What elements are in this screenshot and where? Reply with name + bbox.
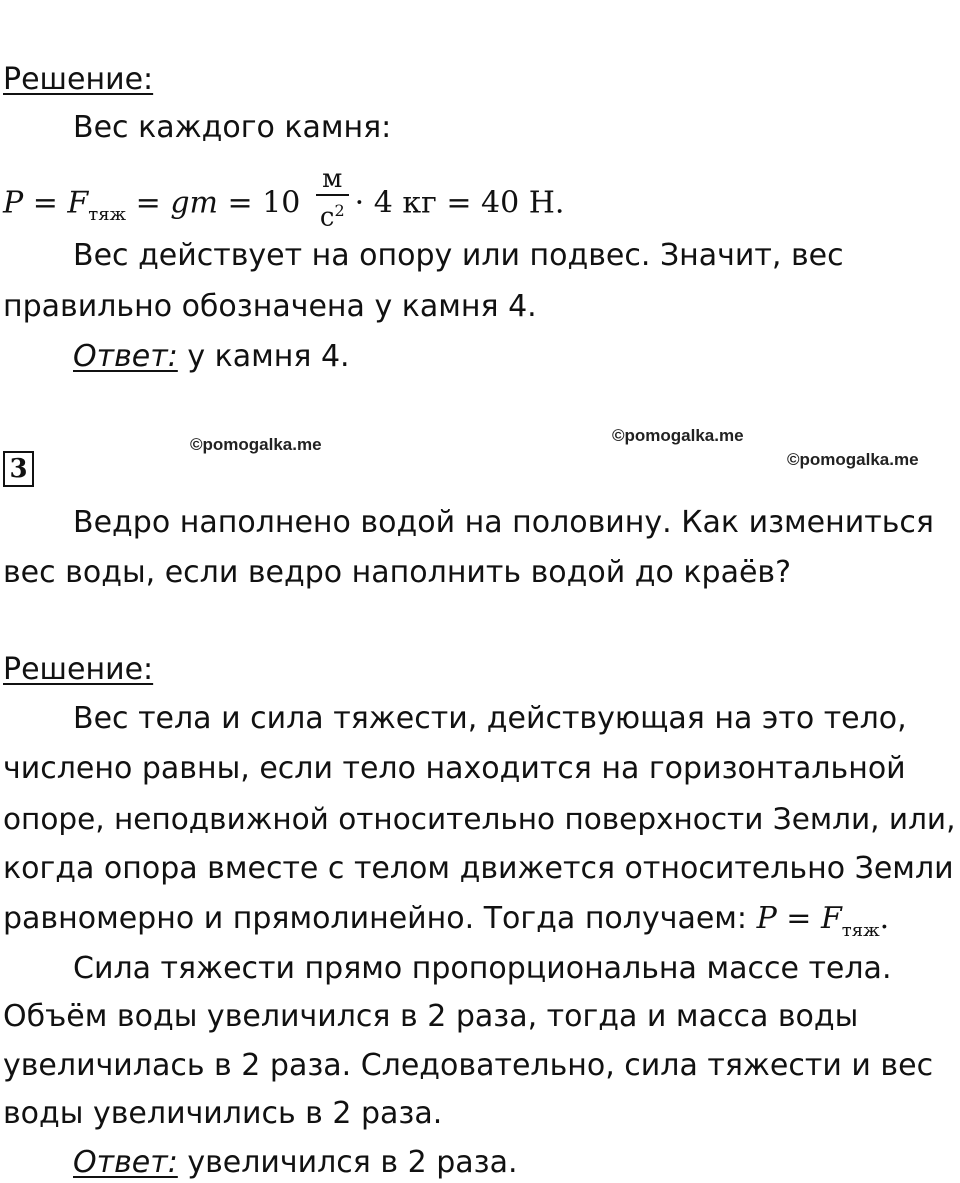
watermark: ©pomogalka.me [787,450,919,469]
formula-gm: gm [170,185,218,221]
answer-label: Ответ: [73,1145,178,1180]
solution-text-line: числено равны, если тело находится на горизонтальной [3,751,906,786]
formula-eq-10: = 10 [217,185,310,221]
solution-text-line: Сила тяжести прямо пропорциональна массе тела. [73,951,892,986]
answer-text: у камня 4. [177,339,350,374]
solution-text-line: увеличилась в 2 раза. Следовательно, сила тяжести и вес [3,1048,934,1083]
solution-heading: Решение: [3,62,154,97]
formula-fraction [316,164,349,233]
solution-text-line: правильно обозначена у камня 4. [3,289,537,324]
formula-F: F [67,185,89,221]
weight-formula [3,164,565,239]
formula-rest: · 4 кг = 40 Н. [354,185,565,221]
inline-formula: $P = F_{тяж}$. [756,901,890,941]
task-number: 3 [3,451,34,487]
answer-label: Ответ: [73,339,178,374]
answer-text: увеличился в 2 раза. [177,1145,518,1180]
solution-text-line: Вес тела и сила тяжести, действующая на это тело, [73,701,907,736]
solution-text-line: когда опора вместе с телом движется относительно Земли [3,851,954,886]
solution-text-line: равномерно и прямолинейно. Тогда получаем: $P = F_{тяж}$. [3,901,890,941]
formula-eq: = [126,185,171,221]
solution-heading: Решение: [3,652,154,687]
solution-intro: Вес каждого камня: [73,110,392,145]
task-question-line: Ведро наполнено водой на половину. Как измениться [73,505,934,540]
task-question-line: вес воды, если ведро наполнить водой до краёв? [3,555,792,590]
solution-text-line: воды увеличились в 2 раза. [3,1096,443,1131]
answer-line [73,337,350,377]
watermark: ©pomogalka.me [612,426,744,445]
fraction-numerator: м [322,164,343,194]
formula-eq: = [23,185,68,221]
fraction-denominator: $с^2$ [316,194,349,233]
formula-F-sub: тяж [88,204,127,226]
solution-text-line: опоре, неподвижной относительно поверхности Земли, или, [3,802,956,836]
formula-P: P [3,185,24,221]
watermark: ©pomogalka.me [190,435,322,454]
solution-text-line: Объём воды увеличился в 2 раза, тогда и масса воды [3,999,859,1034]
answer-line [73,1143,518,1183]
solution-text-line: Вес действует на опору или подвес. Значит, вес [73,238,844,273]
